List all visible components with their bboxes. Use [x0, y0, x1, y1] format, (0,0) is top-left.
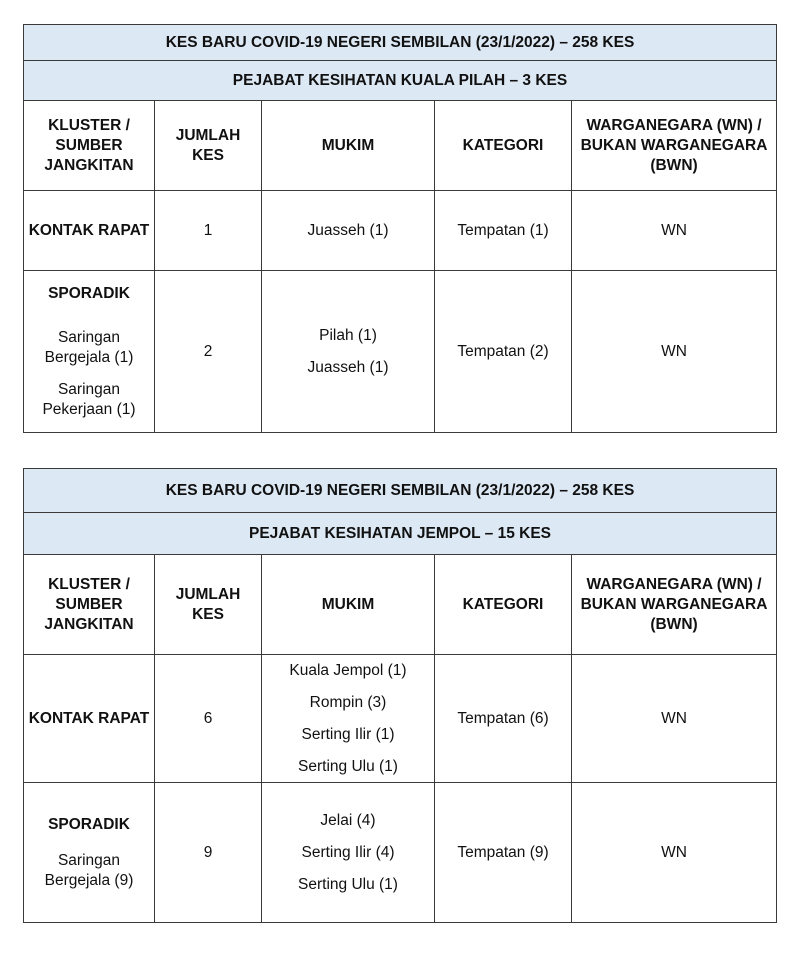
mukim-item: Rompin (3): [309, 693, 387, 711]
mukim-cell: [262, 191, 435, 271]
cluster-detail: Saringan Bergejala (1): [44, 328, 134, 366]
cluster-cell: [24, 271, 155, 433]
header-cluster: KLUSTER / SUMBER JANGKITAN: [24, 101, 155, 191]
mukim-item: Serting Ulu (1): [298, 757, 398, 775]
table-title: KES BARU COVID-19 NEGERI SEMBILAN (23/1/2022) – 258 KES: [24, 25, 777, 61]
mukim-item: Kuala Jempol (1): [289, 661, 407, 679]
mukim-cell: [262, 783, 435, 923]
count-cell: 6: [155, 655, 262, 783]
cluster-label: SPORADIK: [48, 815, 130, 833]
header-row: [24, 555, 777, 655]
table-row: [24, 271, 777, 433]
kategori-cell: Tempatan (9): [435, 783, 572, 923]
header-count: JUMLAH KES: [155, 101, 262, 191]
case-table: [23, 468, 777, 923]
kategori-cell: Tempatan (6): [435, 655, 572, 783]
header-mukim: MUKIM: [262, 555, 435, 655]
kategori-cell: Tempatan (1): [435, 191, 572, 271]
mukim-item: Pilah (1): [319, 326, 377, 344]
mukim-item: Serting Ulu (1): [298, 875, 398, 893]
table-row: [24, 783, 777, 923]
table-subtitle: PEJABAT KESIHATAN KUALA PILAH – 3 KES: [24, 61, 777, 101]
header-mukim: MUKIM: [262, 101, 435, 191]
citizenship-cell: WN: [572, 655, 777, 783]
cluster-detail: Saringan Bergejala (9): [44, 851, 134, 889]
count-cell: 1: [155, 191, 262, 271]
cluster-cell: [24, 783, 155, 923]
citizenship-cell: WN: [572, 191, 777, 271]
citizenship-cell: WN: [572, 271, 777, 433]
cluster-cell: [24, 655, 155, 783]
kuala-pilah-table: [23, 24, 776, 433]
mukim-item: Juasseh (1): [307, 221, 389, 239]
mukim-item: Jelai (4): [320, 811, 376, 829]
jempol-table: [23, 468, 776, 923]
header-kategori: KATEGORI: [435, 555, 572, 655]
cluster-detail: Saringan Pekerjaan (1): [42, 380, 136, 418]
table-title: KES BARU COVID-19 NEGERI SEMBILAN (23/1/2022) – 258 KES: [24, 469, 777, 513]
citizenship-cell: WN: [572, 783, 777, 923]
header-cluster: KLUSTER / SUMBER JANGKITAN: [24, 555, 155, 655]
table-row: [24, 655, 777, 783]
cluster-cell: [24, 191, 155, 271]
header-citizenship: WARGANEGARA (WN) / BUKAN WARGANEGARA (BWN): [572, 555, 777, 655]
kategori-cell: Tempatan (2): [435, 271, 572, 433]
mukim-cell: [262, 655, 435, 783]
mukim-cell: [262, 271, 435, 433]
mukim-item: Juasseh (1): [307, 358, 389, 376]
mukim-item: Serting Ilir (4): [301, 843, 395, 861]
header-row: [24, 101, 777, 191]
count-cell: 9: [155, 783, 262, 923]
case-table: [23, 24, 777, 433]
header-kategori: KATEGORI: [435, 101, 572, 191]
cluster-label: KONTAK RAPAT: [28, 709, 150, 727]
mukim-item: Serting Ilir (1): [301, 725, 395, 743]
table-row: [24, 191, 777, 271]
cluster-label: SPORADIK: [48, 284, 130, 302]
header-count: JUMLAH KES: [155, 555, 262, 655]
count-cell: 2: [155, 271, 262, 433]
table-subtitle: PEJABAT KESIHATAN JEMPOL – 15 KES: [24, 513, 777, 555]
header-citizenship: WARGANEGARA (WN) / BUKAN WARGANEGARA (BWN): [572, 101, 777, 191]
cluster-label: KONTAK RAPAT: [28, 221, 150, 239]
